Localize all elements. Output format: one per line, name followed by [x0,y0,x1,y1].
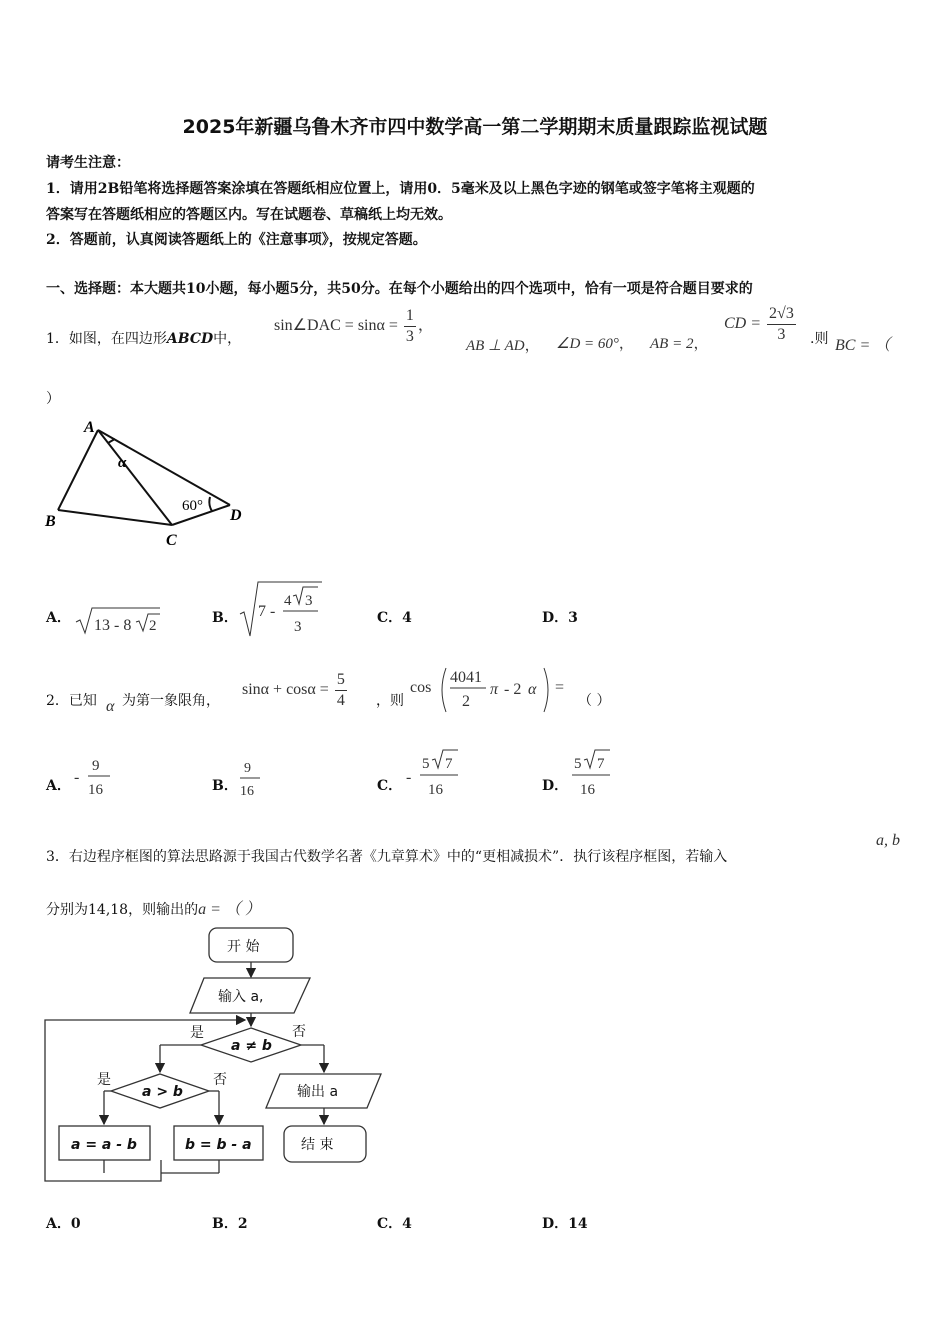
section-heading: 一、选择题：本大题共10小题，每小题5分，共50分。在每个小题给出的四个选项中，恰有一项是符合题目要求的 [46,281,753,297]
q1-quad: ABCD [166,331,214,347]
label-alpha: α [118,455,127,471]
q1-option-b-formula [238,578,324,640]
q2-eq-den: 4 [336,692,345,709]
label-d: D [230,507,242,524]
q2-option-c-formula [402,748,468,800]
edge-bc [58,510,172,525]
svg-text:2: 2 [462,693,470,710]
q3-ask: a = （ ） [198,901,261,918]
flow-cond1-label: a ≠ b [231,1038,272,1054]
q1-then: .则 [810,331,829,347]
svg-text:π: π [490,681,499,698]
flow-no2: 否 [213,1072,227,1088]
q1-option-c [377,607,412,627]
q2-prefix: 2．已知 [46,693,97,709]
svg-text:7: 7 [597,756,605,772]
svg-text:4: 4 [284,593,292,609]
flow-end-label: 结 束 [301,1137,334,1153]
q2-option-b-label: B． [212,778,238,794]
svg-text:4041: 4041 [450,669,482,686]
q2-var: α [106,698,115,715]
q2-then: ，则 [376,693,404,709]
flow-assign-b-label: b = b - a [185,1137,252,1153]
q3-flowchart [40,922,390,1187]
flow-no1: 否 [292,1024,306,1040]
q3-option-b: B．2 [212,1216,248,1232]
svg-text:9: 9 [92,758,100,774]
svg-text:-: - [406,769,412,786]
q1-quadrilateral-figure [40,412,255,552]
q1-close-paren: ） [46,391,60,407]
q1-condition-sin: sin∠DAC = sinα = $\frac{1}{3}$ ， [274,307,434,345]
angle-d-arc [209,497,212,511]
svg-text:7 -: 7 - [258,603,276,620]
edge-ac [98,430,172,525]
q1-ask: BC = （ [835,337,891,354]
svg-text:2: 2 [149,618,157,634]
q1-cond1: sin∠DAC = sinα = [274,317,398,335]
q2-eq-num: 5 [335,670,347,691]
q1-cond4: AB = 2 [650,336,694,352]
svg-text:3: 3 [305,593,313,609]
label-c: C [166,532,177,549]
flow-input-label: 输入 a, [218,989,264,1005]
q3-option-a: A．0 [46,1216,81,1232]
q2-option-d-formula [570,748,620,800]
q1-option-c-value: 4 [402,610,412,626]
label-b: B [45,513,56,530]
q3-line-2-text: 分别为14,18，则输出的 [46,902,199,918]
q1-cond5-den: 3 [777,326,786,343]
q1-condition-cd [724,304,798,345]
q1-cond1-den: 3 [405,328,414,345]
q1-option-a-formula [72,600,164,640]
q2-eq: sinα + cosα = [242,681,329,699]
svg-text:-: - [74,769,80,786]
svg-text:3: 3 [294,619,302,635]
q1-cond1-num: 1 [404,306,416,327]
svg-text:cos: cos [410,679,432,696]
q2-middle: 为第一象限角， [122,693,220,709]
q1-option-d [542,607,578,627]
q3-vars: a, b [876,832,900,849]
flow-start-label: 开 始 [227,939,260,955]
q1-cond2: AB ⊥ AD [466,338,525,354]
flow-assign-a-label: a = a - b [71,1137,137,1153]
svg-text:5: 5 [422,756,430,772]
q1-condition-angle: ∠D = 60°， [556,336,634,352]
q1-option-b-label: B． [212,610,238,626]
q1-option-a-label: A． [46,610,71,626]
notice-line-1: 1．请用2B铅笔将选择题答案涂填在答题纸相应位置上，请用0．5毫米及以上黑色字迹的钢笔或签字笔将主观题的 [46,181,755,197]
q1-option-d-value: 3 [568,610,578,626]
svg-text:16: 16 [88,782,103,798]
svg-text:9: 9 [244,761,251,776]
q3-option-d: D．14 [542,1216,588,1232]
q3-line-1: 3．右边程序框图的算法思路源于我国古代数学名著《九章算术》中的“更相减损术”．执行该程序框图，若输入 [46,849,728,865]
notice-line-3: 2．答题前，认真阅读答题纸上的《注意事项》，按规定答题。 [46,232,427,248]
q1-cond5-num: 2√3 [767,304,796,325]
svg-text:7: 7 [445,756,453,772]
alpha-arc [108,439,115,443]
q1-condition-perp: AB ⊥ AD， [466,338,540,354]
flow-yes2: 是 [97,1072,111,1088]
notice-heading: 请考生注意： [46,155,130,171]
q2-option-b-formula [236,756,268,800]
q2-expression [408,662,573,718]
question-1-stem [46,328,241,348]
q3-line-2 [46,896,261,919]
svg-text:16: 16 [580,782,595,798]
label-a: A [84,419,95,436]
edge-ab [58,430,98,510]
q1-condition-ab: AB = 2， [650,336,709,352]
page-title: 2025年新疆乌鲁木齐市四中数学高一第二学期期末质量跟踪监视试题 [182,116,768,138]
notice-line-2: 答案写在答题纸相应的答题区内。写在试题卷、草稿纸上均无效。 [46,207,452,223]
svg-text:=: = [555,679,565,696]
svg-text:16: 16 [240,784,254,799]
svg-text:13 - 8: 13 - 8 [94,617,132,634]
q1-option-d-label: D． [542,610,569,626]
svg-text:16: 16 [428,782,443,798]
q2-option-a-formula [72,752,120,800]
svg-text:- 2: - 2 [504,681,522,698]
svg-text:5: 5 [574,756,582,772]
q1-cond5: CD = [724,315,762,333]
label-angle: 60° [182,498,203,514]
q1-middle: 中， [213,331,242,347]
flow-output-label: 输出 a [297,1084,339,1100]
q2-equation [242,670,349,711]
q1-prefix: 1．如图，在四边形 [46,331,167,347]
flow-yes1: 是 [190,1025,204,1041]
q1-option-c-label: C． [377,610,403,626]
q1-cond3: ∠D = 60° [556,336,619,352]
flow-cond2-label: a > b [142,1084,183,1100]
q2-paren: （ ） [578,693,611,709]
svg-text:α: α [528,681,537,698]
q3-option-c: C．4 [377,1216,412,1232]
q2-option-a-label: A． [46,778,71,794]
q2-option-c-label: C． [377,778,403,794]
q2-option-d-label: D． [542,778,569,794]
